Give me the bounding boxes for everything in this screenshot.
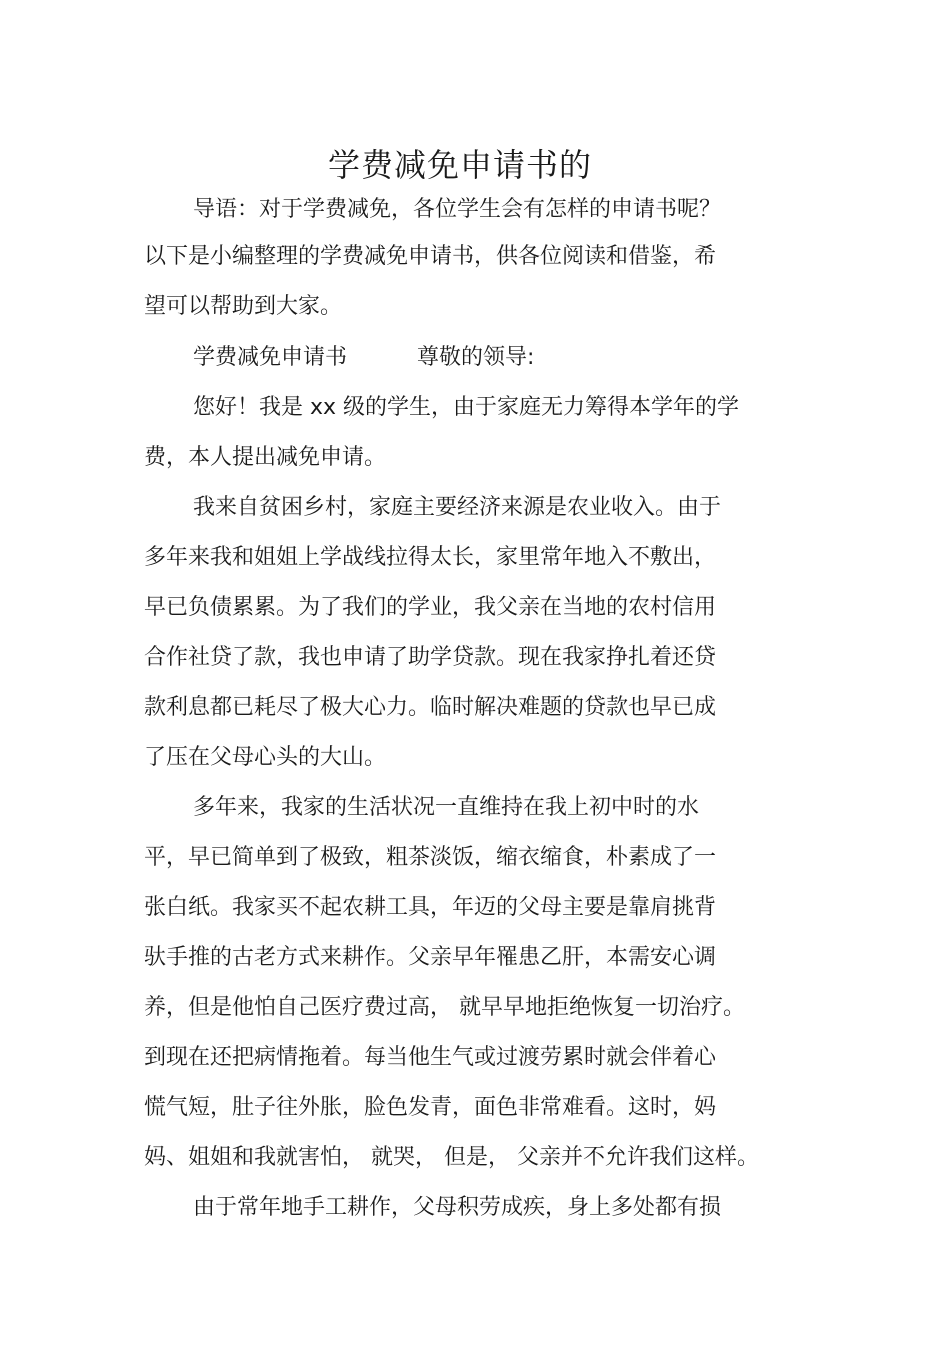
paragraph-line: 早已负债累累。为了我们的学业，我父亲在当地的农村信用 xyxy=(144,595,717,620)
heading-line xyxy=(193,343,843,373)
paragraph-line: 望可以帮助到大家。 xyxy=(144,294,343,319)
paragraph-line: 张白纸。我家买不起农耕工具，年迈的父母主要是靠肩挑背 xyxy=(144,895,717,920)
paragraph-line: 费，本人提出减免申请。 xyxy=(144,445,387,470)
paragraph-line: 妈、姐姐和我就害怕， 就哭， 但是， 父亲并不允许我们这样。 xyxy=(144,1145,759,1170)
paragraph-line: 养，但是他怕自己医疗费过高， 就早早地拒绝恢复一切治疗。 xyxy=(144,995,745,1020)
paragraph-line: 了压在父母心头的大山。 xyxy=(144,745,387,770)
paragraph-line: 多年来，我家的生活状况一直维持在我上初中时的水 xyxy=(193,795,700,820)
paragraph-line: 到现在还把病情拖着。每当他生气或过渡劳累时就会伴着心 xyxy=(144,1045,717,1070)
paragraph-line: 您好！我是 xx 级的学生，由于家庭无力筹得本学年的学 xyxy=(193,395,740,420)
paragraph-line: 驮手推的古老方式来耕作。父亲早年罹患乙肝，本需安心调 xyxy=(144,945,717,970)
document-title: 学费减免申请书的 xyxy=(327,146,592,185)
paragraph-line: 我来自贫困乡村，家庭主要经济来源是农业收入。由于 xyxy=(193,495,722,520)
letter-heading: 学费减免申请书 xyxy=(193,345,348,370)
paragraph-line: 以下是小编整理的学费减免申请书，供各位阅读和借鉴，希 xyxy=(144,244,717,269)
paragraph-line: 慌气短，肚子往外胀，脸色发青，面色非常难看。这时，妈 xyxy=(144,1095,717,1120)
paragraph-line: 由于常年地手工耕作，父母积劳成疾，身上多处都有损 xyxy=(193,1195,722,1220)
paragraph-line: 多年来我和姐姐上学战线拉得太长，家里常年地入不敷出， xyxy=(144,545,717,570)
paragraph-line: 导语：对于学费减免，各位学生会有怎样的申请书呢？ xyxy=(193,197,722,222)
salutation: 尊敬的领导: xyxy=(417,345,535,370)
paragraph-line: 款利息都已耗尽了极大心力。临时解决难题的贷款也早已成 xyxy=(144,695,717,720)
paragraph-line: 平，早已简单到了极致，粗茶淡饭，缩衣缩食，朴素成了一 xyxy=(144,845,717,870)
paragraph-line: 合作社贷了款，我也申请了助学贷款。现在我家挣扎着还贷 xyxy=(144,645,717,670)
